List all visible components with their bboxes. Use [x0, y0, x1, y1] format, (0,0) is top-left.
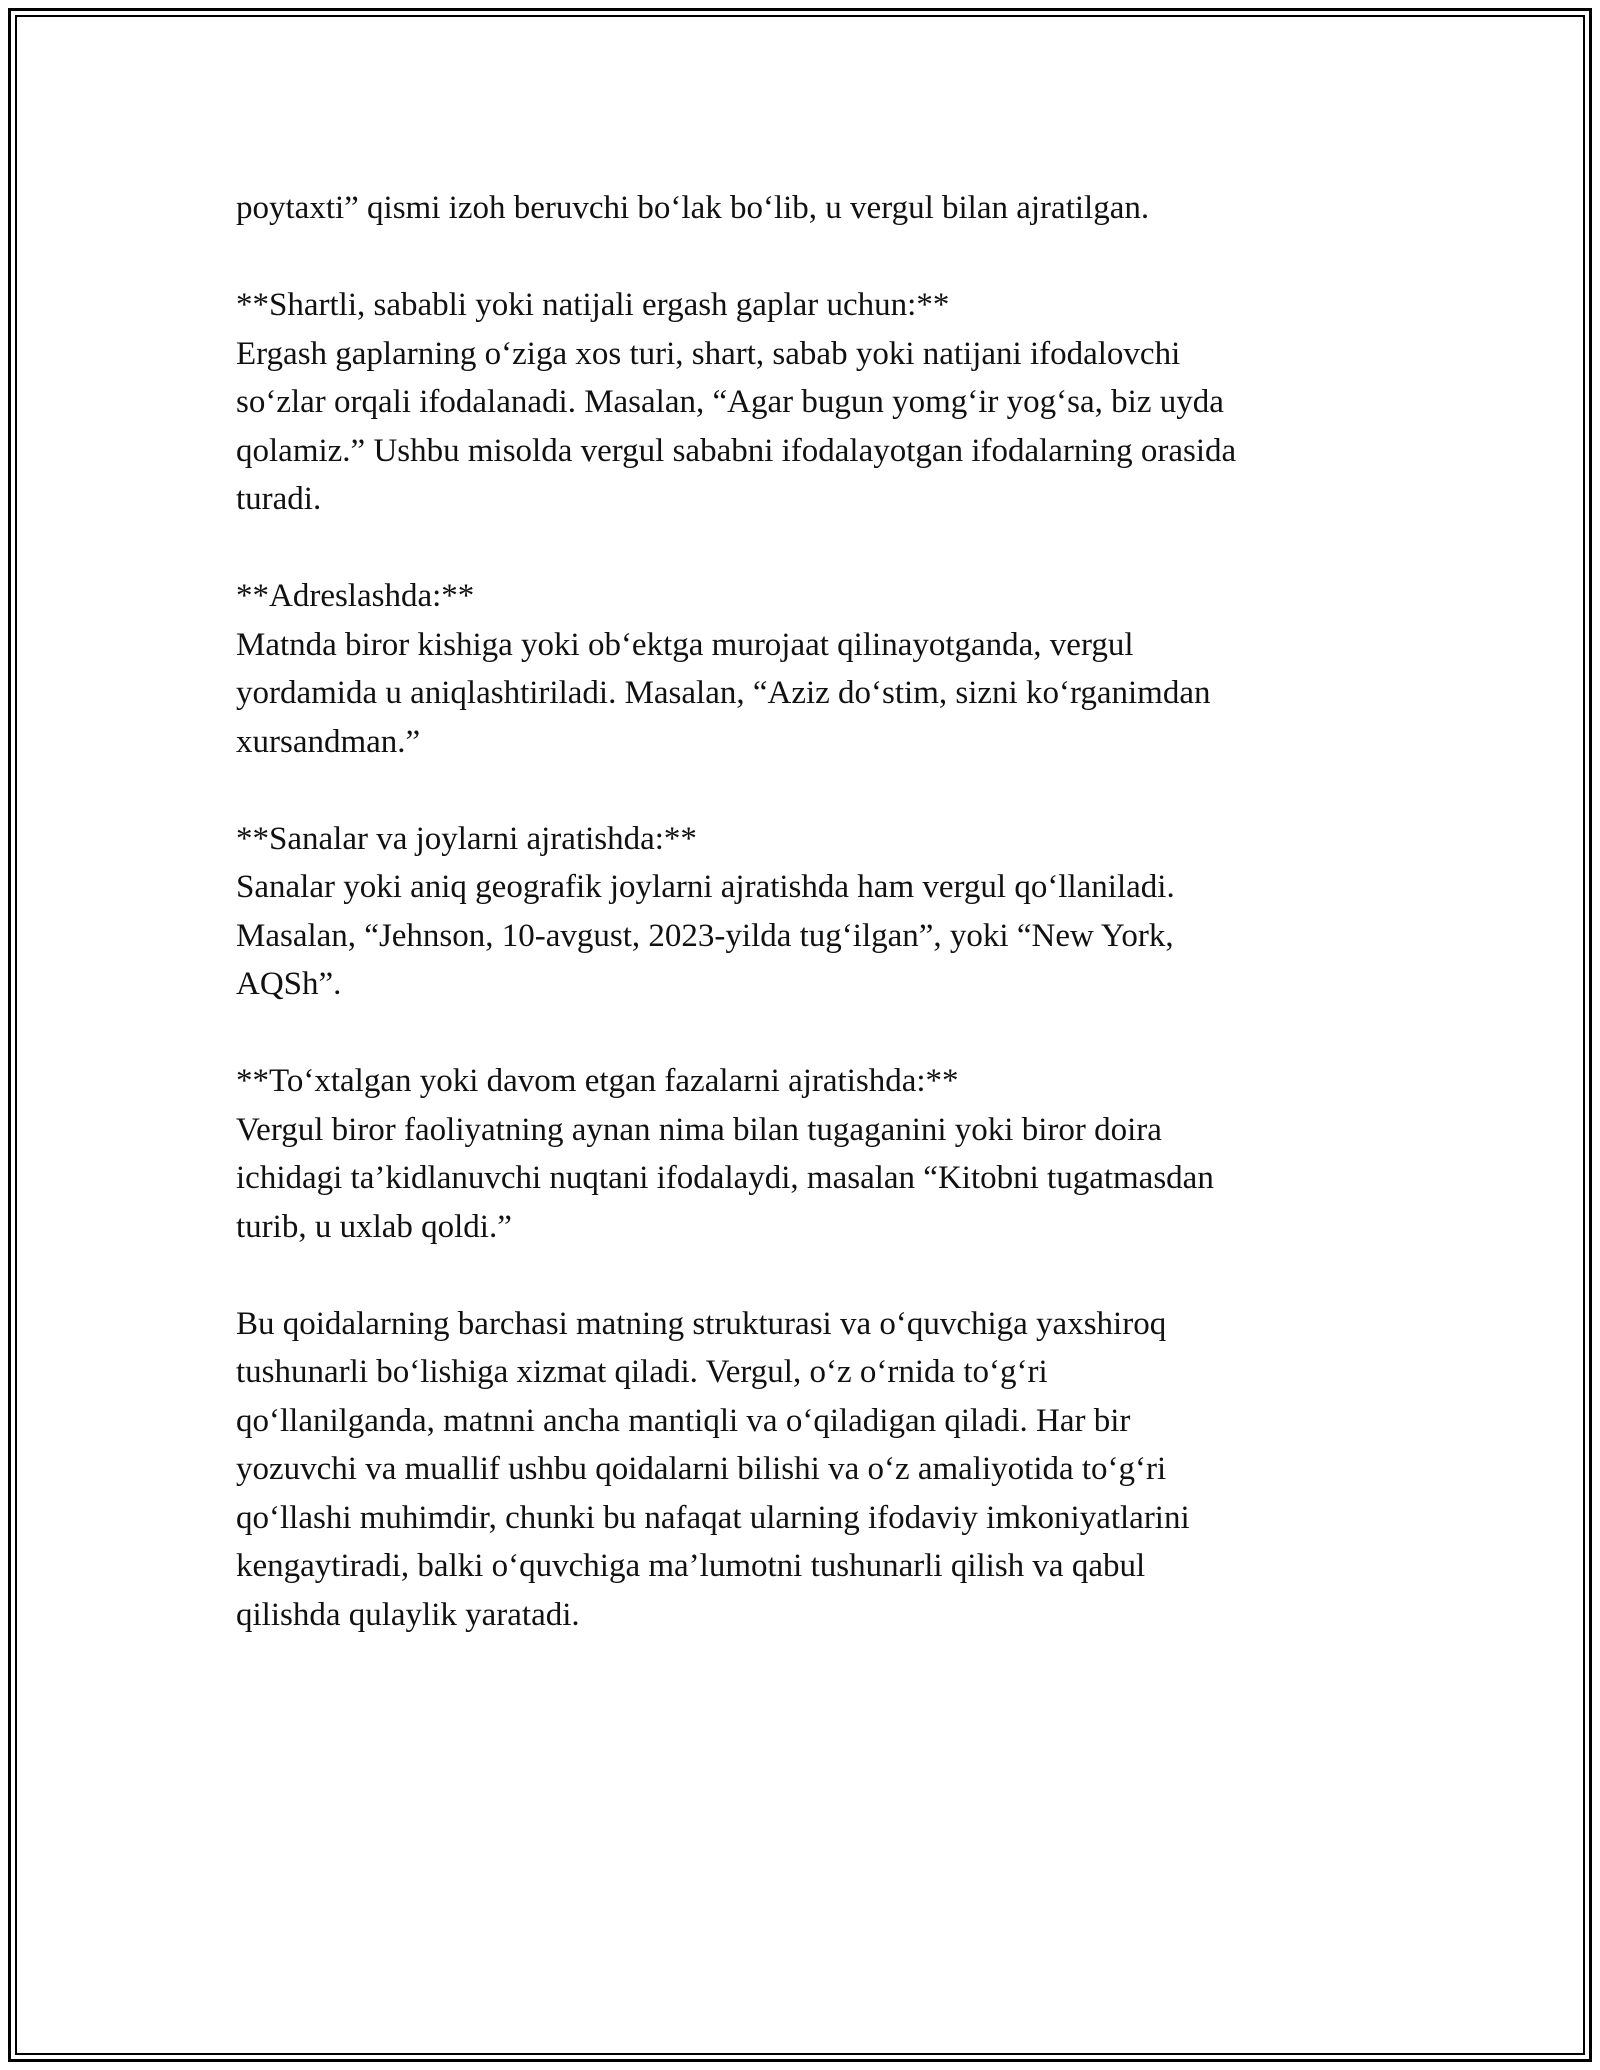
section-heading: **Sanalar va joylarni ajratishda:** — [236, 820, 697, 857]
section-dates-places — [236, 815, 1366, 1009]
section-text: Ergash gaplarning o‘ziga xos turi, shart, sabab yoki natijani ifodalovchi so‘zlar orqali ifodalanadi. Masalan, “Agar bugun yomg‘ir yog‘sa, biz uyda qolamiz.” Ushbu misolda vergul sababni ifodalayotgan ifodalarning orasida turadi. — [236, 335, 1237, 517]
section-text: Vergul biror faoliyatning aynan nima bilan tugaganini yoki biror doira ichidagi ta’kidlanuvchi nuqtani ifodalaydi, masalan “Kitobni tugatmasdan turib, u uxlab qoldi.” — [236, 1111, 1214, 1245]
section-heading: **Adreslashda:** — [236, 578, 475, 614]
section-addressing — [236, 572, 1366, 766]
section-heading: **To‘xtalgan yoki davom etgan fazalarni ajratishda:** — [236, 1063, 959, 1099]
paragraph-continuation: poytaxti” qismi izoh beruvchi bo‘lak bo‘lib, u vergul bilan ajratilgan. — [236, 190, 1150, 226]
section-text: Sanalar yoki aniq geografik joylarni ajratishda ham vergul qo‘llaniladi. Masalan, “Jehnson, 10-avgust, 2023-yilda tug‘ilgan”, yoki “New York, AQSh”. — [236, 869, 1175, 1002]
section-heading: **Shartli, sababli yoki natijali ergash gaplar uchun:** — [236, 287, 950, 323]
section-conditional-clauses — [236, 281, 1366, 524]
section-phases — [236, 1057, 1366, 1251]
document-body — [236, 184, 1366, 1688]
paragraph-conclusion: Bu qoidalarning barchasi matning strukturasi va o‘quvchiga yaxshiroq tushunarli bo‘lishiga xizmat qiladi. Vergul, o‘z o‘rnida to‘g‘ri qo‘llanilganda, matnni ancha mantiqli va o‘qiladigan qiladi. Har bir yozuvchi va muallif ushbu qoidalarni bilishi va o‘z amaliyotida to‘g‘ri qo‘llashi muhimdir, chunki bu nafaqat ularning ifodaviy imkoniyatlarini kengaytiradi, balki o‘quvchiga ma’lumotni tushunarli qilish va qabul qilishda qulaylik yaratadi. — [236, 1305, 1190, 1633]
section-text: Matnda biror kishiga yoki ob‘ektga murojaat qilinayotganda, vergul yordamida u aniqlashtiriladi. Masalan, “Aziz do‘stim, sizni ko‘rganimdan xursandman.” — [236, 626, 1211, 760]
